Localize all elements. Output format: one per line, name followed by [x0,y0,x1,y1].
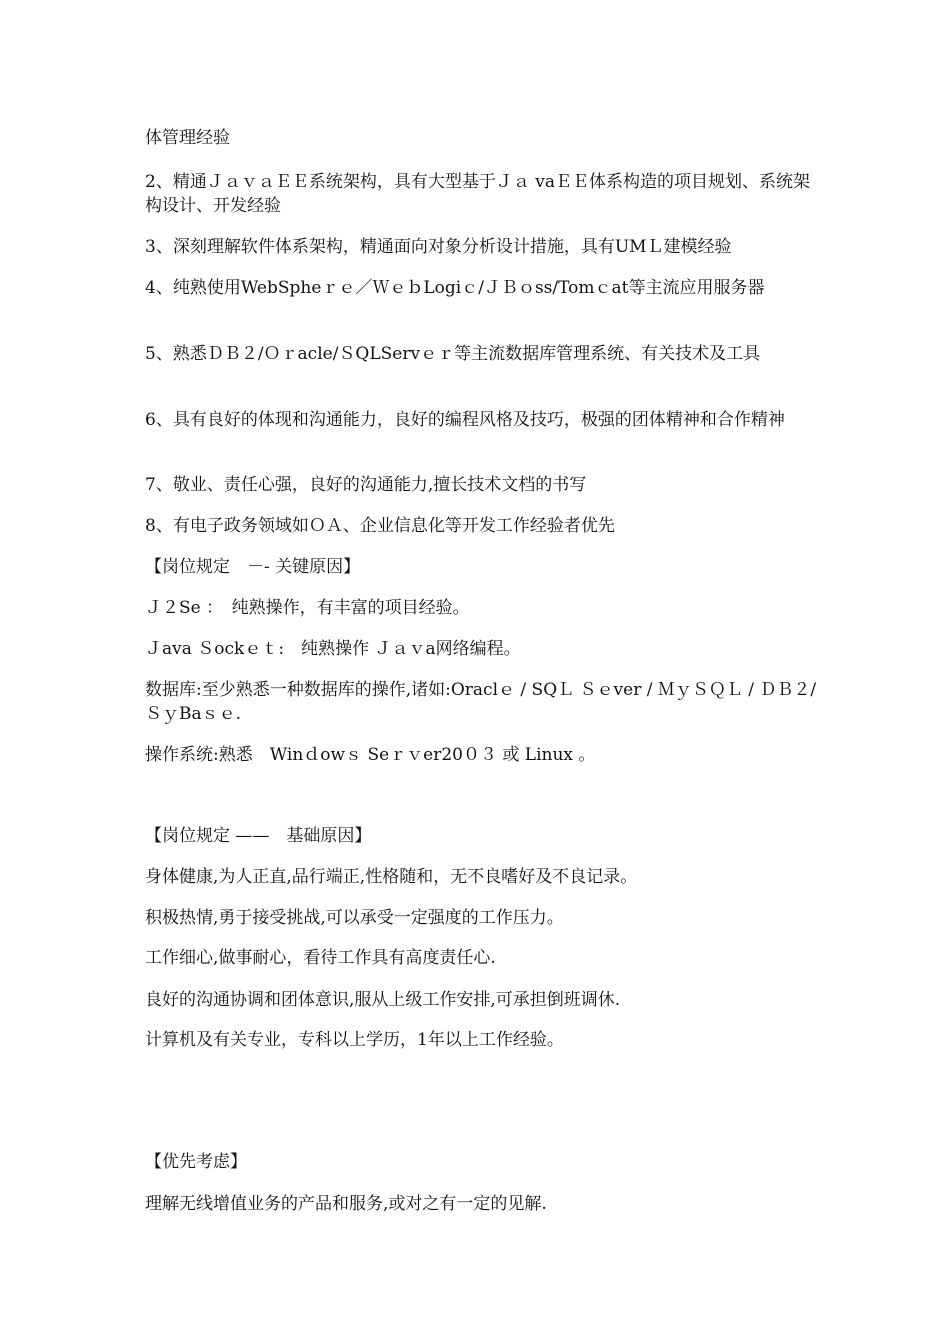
skill-database: 数据库:至少熟悉一种数据库的操作,诸如:Oraclｅ / SQＬ Ｓｅver / ＭｙＳＱＬ / ＤＢ２/ＳｙBaｓｅ. [145,680,817,724]
section-heading-priority: 【优先考虑】 [145,1152,247,1172]
basic-item-health: 身体健康,为人正直,品行端正,性格随和，无不良嗜好及不良记录。 [145,867,638,887]
basic-item-teamwork: 良好的沟通协调和团体意识,服从上级工作安排,可承担倒班调休. [145,990,621,1010]
skill-j2se: Ｊ２Se ： 纯熟操作，有丰富的项目经验。 [145,598,470,618]
section-heading-key-factors: 【岗位规定 －- 关键原因】 [145,557,361,577]
requirement-item-4: 4、纯熟使用WebSpheｒｅ／ＷｅｂLogiｃ/ＪＢｏss/Tomｃat等主流应用服务器 [145,278,765,298]
requirement-item-7: 7、敬业、责任心强，良好的沟通能力,擅长技术文档的书写 [145,475,587,495]
section-heading-basic-factors: 【岗位规定 —— 基础原因】 [145,826,372,846]
basic-item-carefulness: 工作细心,做事耐心，看待工作具有高度责任心. [145,948,496,968]
text-line-continuation: 体管理经验 [145,128,230,148]
skill-java-socket: Ｊava Ｓockｅｔ: 纯熟操作 Ｊａｖa网络编程。 [145,639,521,659]
requirement-item-2: 2、精通ＪａｖａＥＥ系统架构，具有大型基于Ｊａ vaＥＥ体系构造的项目规划、系统架构设计、开发经验 [145,172,810,216]
basic-item-education: 计算机及有关专业，专科以上学历，1年以上工作经验。 [145,1030,564,1050]
basic-item-enthusiasm: 积极热情,勇于接受挑战,可以承受一定强度的工作压力。 [145,908,564,928]
skill-operating-system: 操作系统:熟悉 Winｄowｓ Seｒｖer20０３ 或 Linux 。 [145,745,596,765]
requirement-item-6: 6、具有良好的体现和沟通能力，良好的编程风格及技巧，极强的团体精神和合作精神 [145,410,785,430]
priority-item-wireless: 理解无线增值业务的产品和服务,或对之有一定的见解. [145,1194,547,1214]
requirement-item-8: 8、有电子政务领域如ＯＡ、企业信息化等开发工作经验者优先 [145,516,615,536]
requirement-item-3: 3、深刻理解软件体系架构，精通面向对象分析设计措施，具有UMＬ建模经验 [145,237,732,257]
requirement-item-5: 5、熟悉ＤＢ２/Ｏｒacle/ＳQLServｅｒ等主流数据库管理系统、有关技术及工具 [145,344,761,364]
